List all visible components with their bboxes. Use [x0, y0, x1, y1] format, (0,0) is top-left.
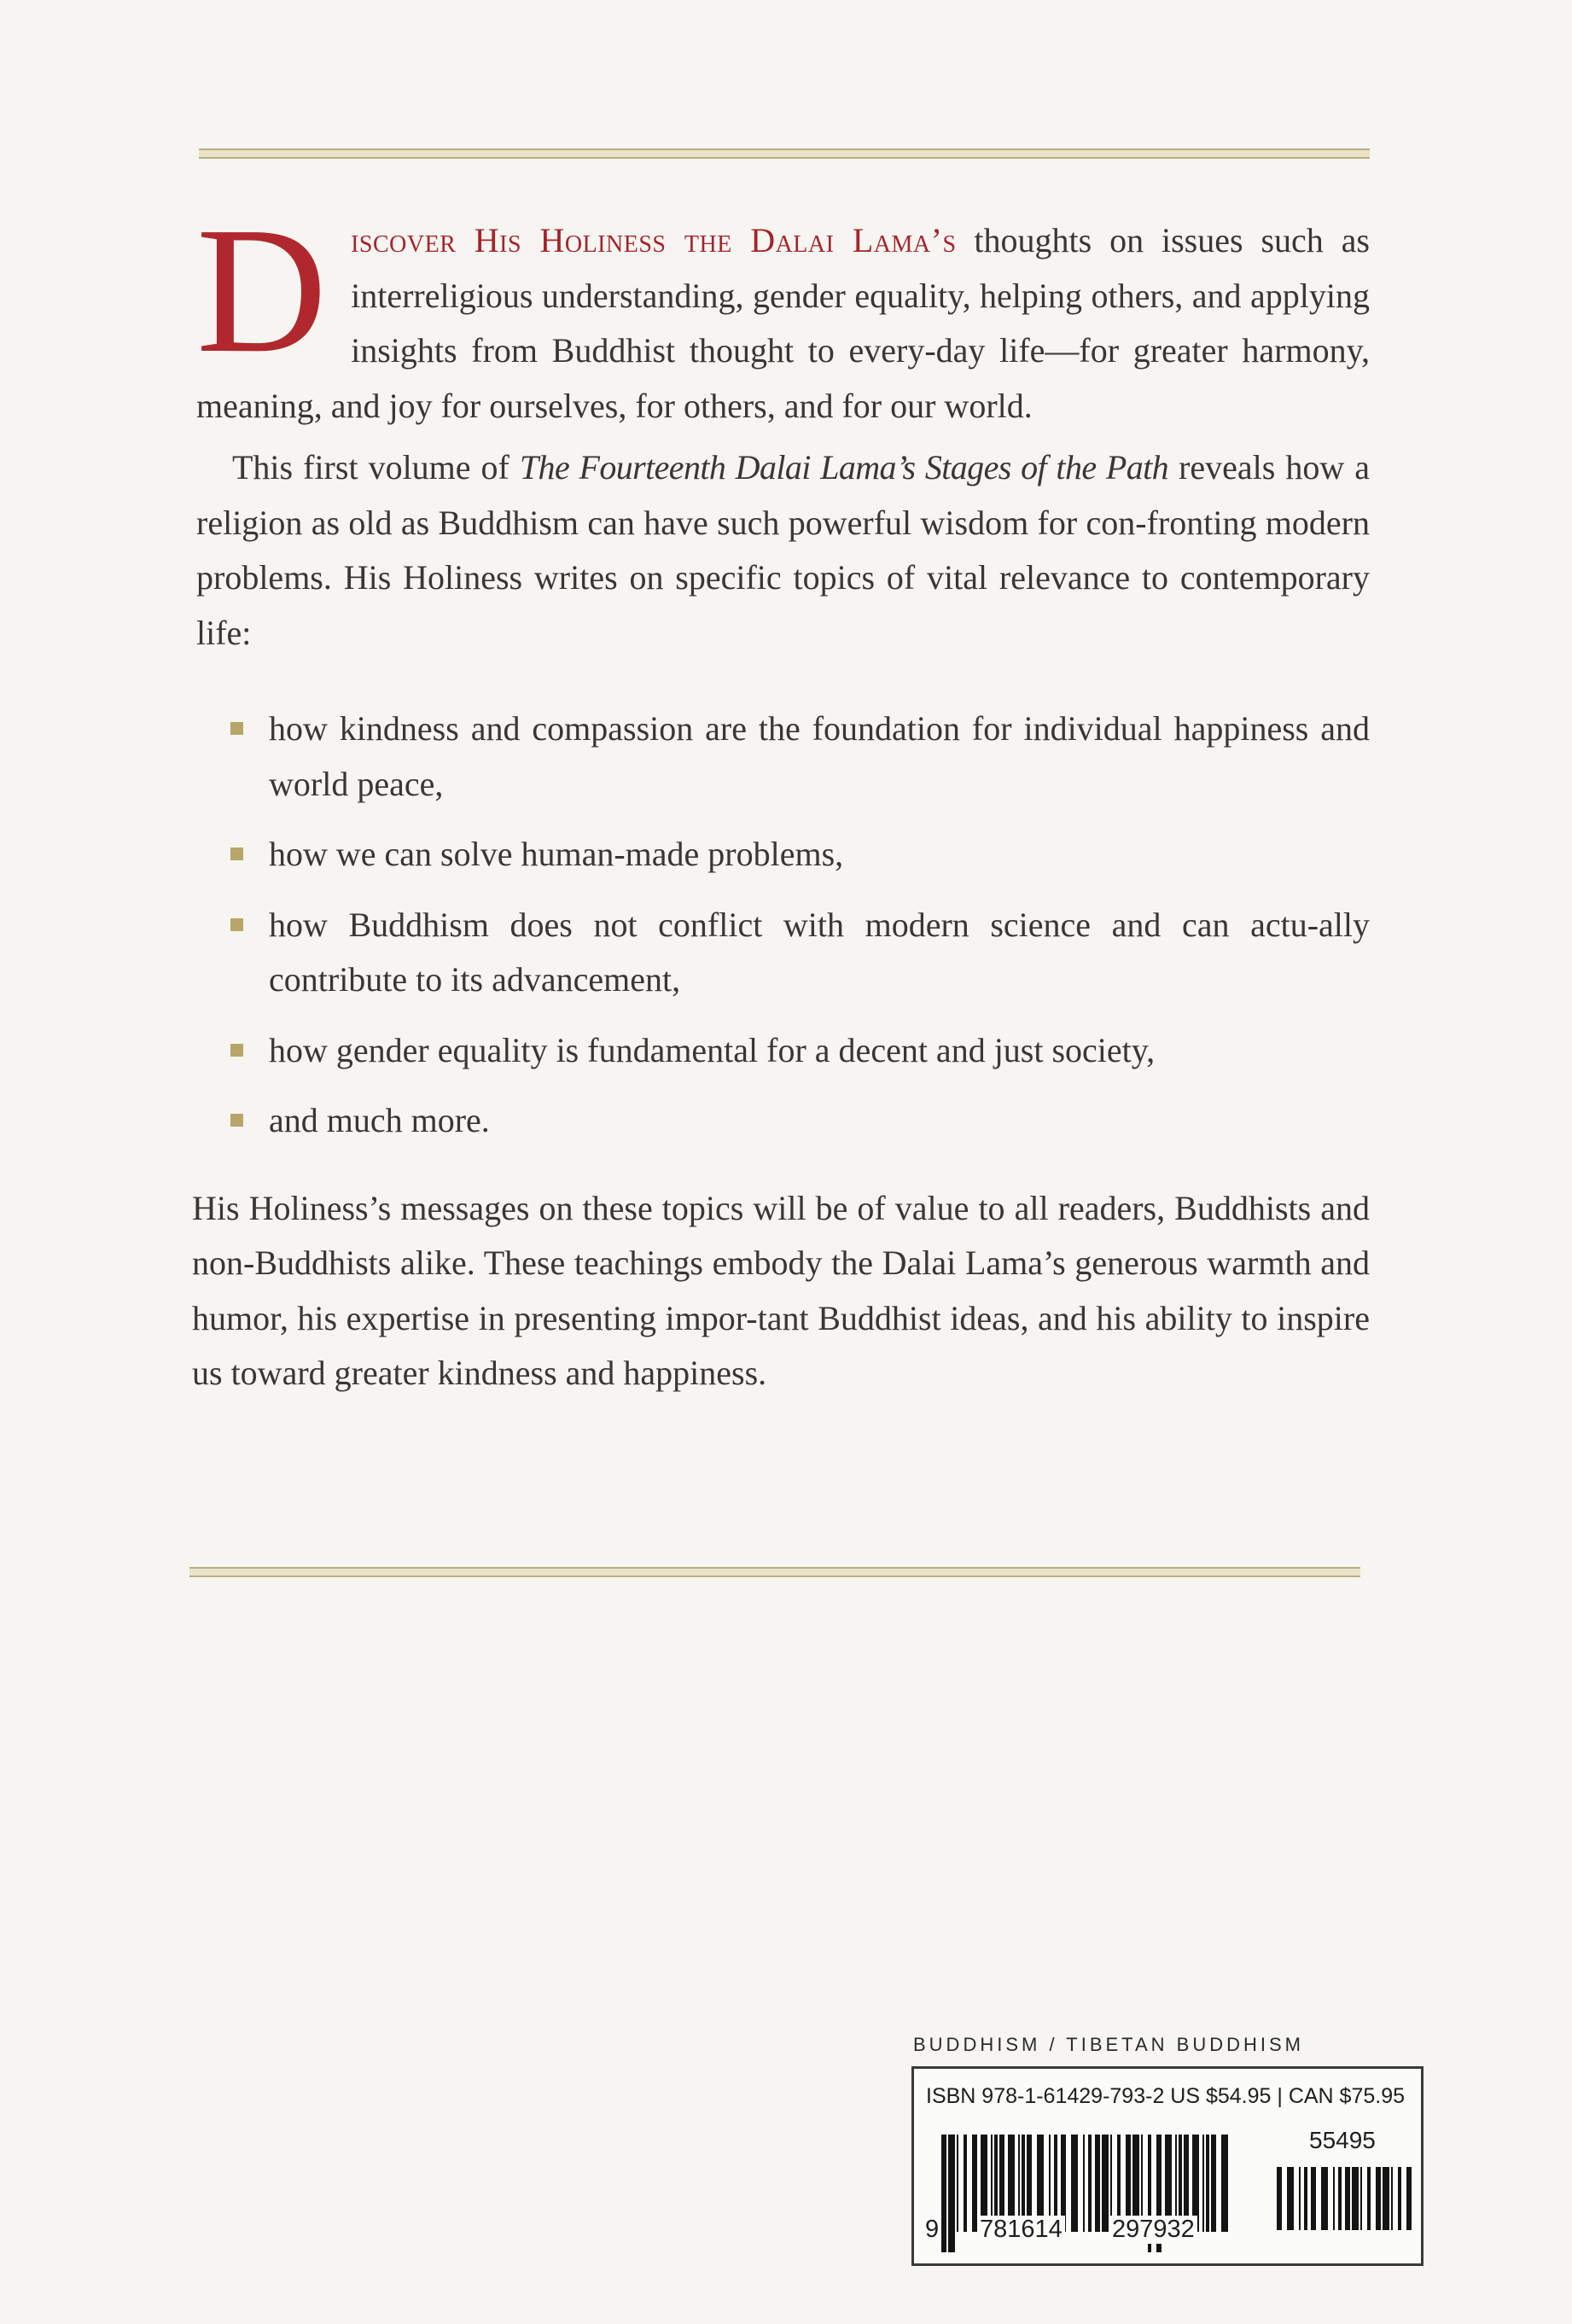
intro-paragraph-text: thoughts on issues such as interreligious understanding, gender equality, helping others, and applying insights from Buddhist thought to every-day life—for greater harmony, meaning, and joy for ourselves, for others, and for our world. — [196, 221, 1370, 425]
barcode-bar — [1352, 2167, 1359, 2230]
barcode-bar — [1299, 2167, 1301, 2230]
addon-barcode — [1277, 2167, 1413, 2251]
list-item — [196, 898, 1370, 1008]
volume-paragraph-start: This first volume of — [232, 448, 520, 486]
list-item — [196, 827, 1370, 882]
barcode-bar — [941, 2135, 946, 2252]
barcode-bar — [1398, 2167, 1401, 2230]
back-cover-description — [192, 189, 1370, 1401]
barcode-bar — [1277, 2167, 1282, 2230]
volume-paragraph-end: reveals how a religion as old as Buddhism can have such powerful wisdom for con-fronting modern problems. His Holiness writes on specific topics of vital relevance to contemporary life: — [196, 448, 1370, 652]
barcode-bar — [1202, 2135, 1204, 2232]
barcode-bar — [1287, 2167, 1294, 2230]
list-item — [196, 702, 1370, 812]
barcode-bar — [1383, 2167, 1389, 2230]
barcode-bar — [1333, 2167, 1335, 2230]
barcode-bar — [1304, 2167, 1307, 2230]
intro-paragraph — [196, 189, 1370, 434]
volume-paragraph — [196, 440, 1370, 661]
barcode-bar — [1345, 2167, 1350, 2230]
barcode-bar — [1360, 2167, 1362, 2230]
list-item-text: how Buddhism does not conflict with modern science and can actu-ally contribute to its advancement, — [269, 905, 1370, 999]
list-item — [196, 1093, 1370, 1149]
square-bullet-icon — [230, 918, 243, 931]
square-bullet-icon — [230, 722, 243, 735]
barcode-bar — [1206, 2135, 1209, 2232]
barcode-bar — [1391, 2167, 1393, 2230]
drop-cap: D — [196, 189, 328, 390]
list-item-text: how gender equality is fundamental for a decent and just society, — [269, 1030, 1156, 1069]
topic-list — [196, 702, 1370, 1149]
barcode-bar — [1102, 2135, 1109, 2232]
barcode-bar — [1088, 2135, 1092, 2232]
list-item-text: and much more. — [269, 1101, 490, 1139]
bottom-ornamental-rule — [189, 1567, 1360, 1577]
square-bullet-icon — [230, 847, 243, 860]
barcode-bar — [1321, 2167, 1328, 2230]
barcode-bar — [957, 2135, 958, 2232]
top-ornamental-rule — [199, 149, 1370, 159]
price-addon-number: 55495 — [1309, 2127, 1376, 2153]
barcode-left-digits: 781614 — [977, 2216, 1065, 2244]
lead-in-small-caps: iscover His Holiness the Dalai Lama’s — [351, 221, 957, 259]
list-item-text: how we can solve human-made problems, — [269, 835, 844, 873]
barcode-bar — [964, 2135, 967, 2232]
isbn-price-line: ISBN 978-1-61429-793-2 US $54.95 | CAN $75.95 — [926, 2084, 1406, 2108]
square-bullet-icon — [230, 1114, 243, 1127]
barcode-panel — [911, 2066, 1424, 2266]
barcode-bar — [1367, 2167, 1371, 2230]
barcode-bar — [1095, 2135, 1100, 2232]
barcode-lead-digit: 9 — [923, 2216, 941, 2244]
subject-category: BUDDHISM / TIBETAN BUDDHISM — [913, 2034, 1304, 2055]
barcode-bar — [948, 2135, 955, 2252]
barcode-bar — [1071, 2135, 1078, 2232]
barcode-bar — [1376, 2167, 1381, 2230]
barcode-bar — [1406, 2167, 1412, 2230]
list-item-text: how kindness and compassion are the foundation for individual happiness and world peace, — [269, 709, 1370, 803]
square-bullet-icon — [230, 1044, 243, 1057]
list-item — [196, 1023, 1370, 1079]
barcode-bar — [1083, 2135, 1085, 2232]
barcode-bar — [1221, 2135, 1228, 2232]
barcode-bar — [1338, 2167, 1342, 2230]
barcode-right-digits: 297932 — [1109, 2216, 1197, 2244]
closing-paragraph: His Holiness’s messages on these topics will be of value to all readers, Buddhists and non-Buddhists alike. These teachings embody the Dalai Lama’s generous warmth and humor, his expertise in presenting impor-tant Buddhist ideas, and his ability to inspire us toward greater kindness and happiness. — [192, 1188, 1370, 1392]
barcode-bar — [1311, 2167, 1316, 2230]
book-title: The Fourteenth Dalai Lama’s Stages of the Path — [519, 448, 1169, 486]
barcode-bar — [1211, 2135, 1216, 2232]
